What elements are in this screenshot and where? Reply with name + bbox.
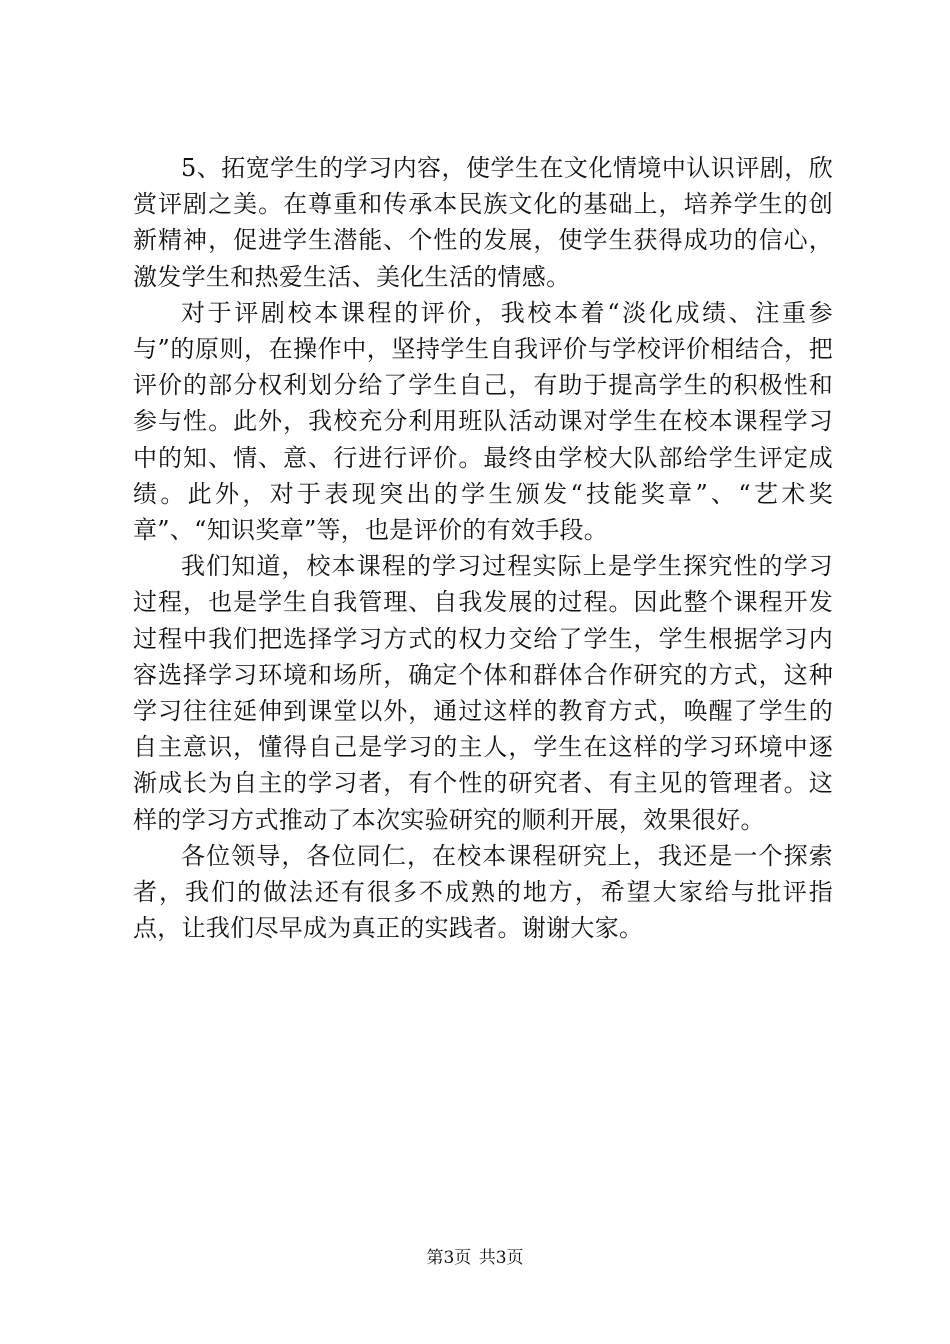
page-footer xyxy=(0,1243,950,1268)
document-body xyxy=(133,150,833,946)
paragraph: 我们知道，校本课程的学习过程实际上是学生探究性的学习过程，也是学生自我管理、自我发展的过程。因此整个课程开发过程中我们把选择学习方式的权力交给了学生，学生根据学习内容选择学习环境和场所，确定个体和群体合作研究的方式，这种学习往往延伸到课堂以外，通过这样的教育方式，唤醒了学生的自主意识，懂得自己是学习的主人，学生在这样的学习环境中逐渐成长为自主的学习者，有个性的研究者、有主见的管理者。这样的学习方式推动了本次实验研究的顺利开展，效果很好。 xyxy=(133,552,833,834)
paragraph: 对于评剧校本课程的评价，我校本着“淡化成绩、注重参与”的原则，在操作中，坚持学生自我评价与学校评价相结合，把评价的部分权利划分给了学生自己，有助于提高学生的积极性和参与性。此外，我校充分利用班队活动课对学生在校本课程学习中的知、情、意、行进行评价。最终由学校大队部给学生评定成绩。此外，对于表现突出的学生颁发“技能奖章”、“艺术奖章”、“知识奖章”等，也是评价的有效手段。 xyxy=(133,298,833,545)
paragraph: 各位领导，各位同仁，在校本课程研究上，我还是一个探索者，我们的做法还有很多不成熟的地方，希望大家给与批评指点，让我们尽早成为真正的实践者。谢谢大家。 xyxy=(133,841,833,943)
page-number: 第3页 xyxy=(426,1248,472,1268)
paragraph: 5、拓宽学生的学习内容，使学生在文化情境中认识评剧，欣赏评剧之美。在尊重和传承本民族文化的基础上，培养学生的创新精神，促进学生潜能、个性的发展，使学生获得成功的信心，激发学生和热爱生活、美化生活的情感。 xyxy=(133,154,833,291)
page-total: 共3页 xyxy=(478,1248,524,1268)
